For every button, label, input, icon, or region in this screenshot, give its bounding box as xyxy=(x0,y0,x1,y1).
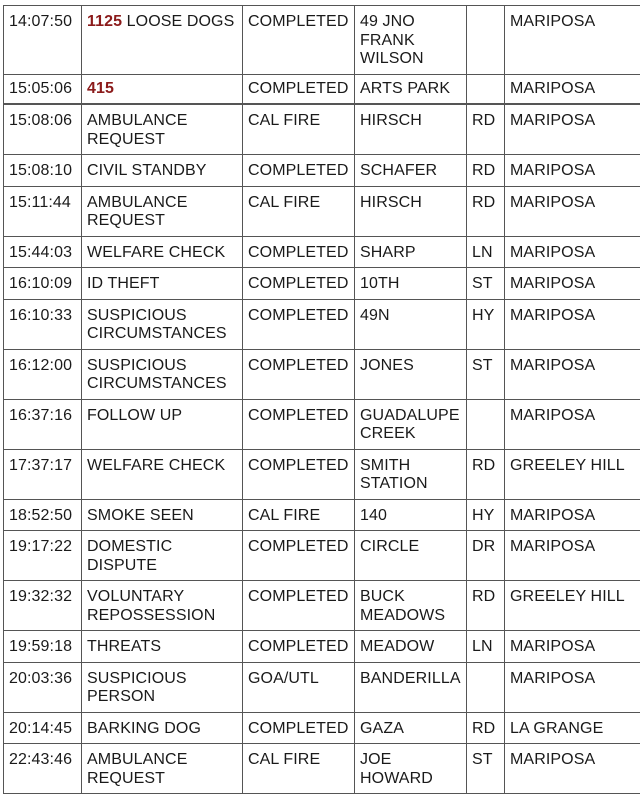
call-street-suffix-cell xyxy=(467,268,505,300)
call-city-text: MARIPOSA xyxy=(510,357,595,374)
call-city-cell xyxy=(505,74,640,104)
call-street-cell xyxy=(355,631,467,663)
call-city-cell xyxy=(505,104,640,155)
call-street-suffix-text: RD xyxy=(472,588,495,605)
call-street-suffix-text: ST xyxy=(472,751,493,768)
call-status-text: COMPLETED xyxy=(248,407,348,424)
call-status-text: CAL FIRE xyxy=(248,194,320,211)
call-street-cell xyxy=(355,349,467,399)
call-type-text: SMOKE SEEN xyxy=(87,507,194,524)
call-time-cell xyxy=(4,662,82,712)
call-type-cell xyxy=(82,449,243,499)
call-street-suffix-cell xyxy=(467,236,505,268)
call-time-cell xyxy=(4,531,82,581)
call-street-cell xyxy=(355,531,467,581)
table-row xyxy=(4,299,640,349)
call-time-text: 15:11:44 xyxy=(9,194,71,211)
call-type-text: SUSPICIOUS CIRCUMSTANCES xyxy=(87,357,227,393)
call-type-cell xyxy=(82,581,243,631)
call-street-suffix-cell xyxy=(467,712,505,744)
call-city-text: MARIPOSA xyxy=(510,13,595,30)
call-street-cell xyxy=(355,299,467,349)
call-city-cell xyxy=(505,186,640,236)
call-street-text: ARTS PARK xyxy=(360,80,450,97)
table-row xyxy=(4,531,640,581)
call-time-text: 19:17:22 xyxy=(9,538,72,555)
call-time-cell xyxy=(4,631,82,663)
call-time-cell xyxy=(4,581,82,631)
call-city-cell xyxy=(505,499,640,531)
call-status-cell xyxy=(243,744,355,794)
call-street-text: BUCK MEADOWS xyxy=(360,588,445,624)
call-type-text: WELFARE CHECK xyxy=(87,244,225,261)
call-code: 1125 xyxy=(87,13,122,30)
call-time-text: 15:44:03 xyxy=(9,244,72,261)
call-status-text: COMPLETED xyxy=(248,275,348,292)
call-status-cell xyxy=(243,186,355,236)
call-street-text: BANDERILLA xyxy=(360,670,461,687)
table-row xyxy=(4,744,640,794)
call-status-cell xyxy=(243,631,355,663)
call-street-text: 49N xyxy=(360,307,390,324)
call-time-cell xyxy=(4,155,82,187)
table-row xyxy=(4,349,640,399)
call-street-cell xyxy=(355,581,467,631)
call-street-suffix-text: ST xyxy=(472,357,493,374)
call-time-text: 16:12:00 xyxy=(9,357,72,374)
call-type-cell xyxy=(82,531,243,581)
call-code: 415 xyxy=(87,80,114,97)
call-type-text: AMBULANCE REQUEST xyxy=(87,112,187,148)
call-street-suffix-cell xyxy=(467,399,505,449)
call-time-text: 22:43:46 xyxy=(9,751,72,768)
call-street-suffix-cell xyxy=(467,299,505,349)
call-type-cell xyxy=(82,399,243,449)
call-time-cell xyxy=(4,449,82,499)
call-street-text: HIRSCH xyxy=(360,194,422,211)
call-street-cell xyxy=(355,499,467,531)
call-street-suffix-cell xyxy=(467,349,505,399)
call-status-text: GOA/UTL xyxy=(248,670,319,687)
call-type-cell xyxy=(82,74,243,104)
call-street-suffix-cell xyxy=(467,449,505,499)
call-type-text: WELFARE CHECK xyxy=(87,457,225,474)
call-type-cell xyxy=(82,349,243,399)
call-status-text: COMPLETED xyxy=(248,588,348,605)
table-row xyxy=(4,449,640,499)
table-row xyxy=(4,399,640,449)
call-street-suffix-cell xyxy=(467,499,505,531)
call-time-text: 15:08:06 xyxy=(9,112,72,129)
call-city-text: MARIPOSA xyxy=(510,751,595,768)
call-street-text: GAZA xyxy=(360,720,404,737)
call-type-text: SUSPICIOUS PERSON xyxy=(87,670,187,706)
call-city-text: MARIPOSA xyxy=(510,112,595,129)
call-status-text: COMPLETED xyxy=(248,720,348,737)
call-time-cell xyxy=(4,299,82,349)
call-status-cell xyxy=(243,662,355,712)
call-type-text: BARKING DOG xyxy=(87,720,201,737)
call-street-cell xyxy=(355,186,467,236)
call-status-text: COMPLETED xyxy=(248,162,348,179)
call-street-suffix-text: RD xyxy=(472,457,495,474)
call-status-cell xyxy=(243,236,355,268)
call-status-cell xyxy=(243,399,355,449)
call-street-suffix-text: RD xyxy=(472,194,495,211)
call-city-cell xyxy=(505,268,640,300)
table-row xyxy=(4,631,640,663)
call-street-cell xyxy=(355,399,467,449)
call-street-suffix-text: LN xyxy=(472,244,493,261)
call-street-suffix-cell xyxy=(467,631,505,663)
call-status-cell xyxy=(243,499,355,531)
table-row xyxy=(4,581,640,631)
call-status-cell xyxy=(243,581,355,631)
call-street-cell xyxy=(355,744,467,794)
call-time-text: 20:03:36 xyxy=(9,670,72,687)
call-street-cell xyxy=(355,6,467,75)
call-street-suffix-cell xyxy=(467,531,505,581)
call-type-cell xyxy=(82,499,243,531)
call-street-text: GUADALUPE CREEK xyxy=(360,407,460,443)
call-status-cell xyxy=(243,299,355,349)
call-time-text: 16:10:09 xyxy=(9,275,72,292)
call-street-suffix-cell xyxy=(467,6,505,75)
call-type-text: ID THEFT xyxy=(87,275,160,292)
call-city-cell xyxy=(505,712,640,744)
call-status-text: COMPLETED xyxy=(248,638,348,655)
call-type-cell xyxy=(82,6,243,75)
call-time-cell xyxy=(4,6,82,75)
call-street-suffix-cell xyxy=(467,186,505,236)
call-street-text: JONES xyxy=(360,357,414,374)
call-time-cell xyxy=(4,104,82,155)
call-type-cell xyxy=(82,186,243,236)
call-status-text: CAL FIRE xyxy=(248,751,320,768)
call-city-text: MARIPOSA xyxy=(510,80,595,97)
call-city-cell xyxy=(505,449,640,499)
call-street-text: 49 JNO FRANK WILSON xyxy=(360,13,424,67)
table-row xyxy=(4,712,640,744)
call-status-text: CAL FIRE xyxy=(248,507,320,524)
call-city-cell xyxy=(505,744,640,794)
call-street-suffix-text: ST xyxy=(472,275,493,292)
call-city-text: MARIPOSA xyxy=(510,670,595,687)
call-street-cell xyxy=(355,268,467,300)
call-time-cell xyxy=(4,236,82,268)
call-type-cell xyxy=(82,299,243,349)
call-street-suffix-cell xyxy=(467,662,505,712)
table-row xyxy=(4,268,640,300)
call-street-suffix-text: LN xyxy=(472,638,493,655)
call-time-text: 16:37:16 xyxy=(9,407,72,424)
call-city-cell xyxy=(505,531,640,581)
table-row xyxy=(4,155,640,187)
call-city-cell xyxy=(505,236,640,268)
call-city-text: MARIPOSA xyxy=(510,538,595,555)
call-type-cell xyxy=(82,236,243,268)
call-city-text: MARIPOSA xyxy=(510,407,595,424)
call-status-cell xyxy=(243,155,355,187)
call-type-cell xyxy=(82,712,243,744)
call-status-cell xyxy=(243,712,355,744)
call-street-cell xyxy=(355,662,467,712)
call-city-text: LA GRANGE xyxy=(510,720,603,737)
call-street-text: JOE HOWARD xyxy=(360,751,433,787)
call-street-text: 10TH xyxy=(360,275,400,292)
call-time-text: 17:37:17 xyxy=(9,457,72,474)
call-time-cell xyxy=(4,744,82,794)
call-street-cell xyxy=(355,104,467,155)
call-street-suffix-text: DR xyxy=(472,538,495,555)
call-city-cell xyxy=(505,662,640,712)
call-street-suffix-cell xyxy=(467,581,505,631)
call-time-text: 18:52:50 xyxy=(9,507,72,524)
call-city-cell xyxy=(505,581,640,631)
call-time-text: 14:07:50 xyxy=(9,13,72,30)
call-time-text: 19:32:32 xyxy=(9,588,72,605)
call-time-text: 15:05:06 xyxy=(9,80,72,97)
call-street-text: SCHAFER xyxy=(360,162,437,179)
call-street-suffix-text: RD xyxy=(472,720,495,737)
call-time-cell xyxy=(4,712,82,744)
table-row xyxy=(4,74,640,104)
call-type-text: FOLLOW UP xyxy=(87,407,182,424)
call-city-text: MARIPOSA xyxy=(510,507,595,524)
call-status-text: COMPLETED xyxy=(248,357,348,374)
call-type-text: AMBULANCE REQUEST xyxy=(87,751,187,787)
call-type-text: CIVIL STANDBY xyxy=(87,162,207,179)
call-type-text: DOMESTIC DISPUTE xyxy=(87,538,172,574)
call-street-cell xyxy=(355,449,467,499)
call-city-cell xyxy=(505,349,640,399)
call-status-cell xyxy=(243,349,355,399)
call-street-text: SMITH STATION xyxy=(360,457,428,493)
table-row xyxy=(4,662,640,712)
call-street-suffix-text: RD xyxy=(472,162,495,179)
table-row xyxy=(4,499,640,531)
table-row xyxy=(4,104,640,155)
call-city-text: MARIPOSA xyxy=(510,244,595,261)
call-status-text: COMPLETED xyxy=(248,13,348,30)
call-city-text: MARIPOSA xyxy=(510,275,595,292)
call-time-text: 16:10:33 xyxy=(9,307,72,324)
call-street-suffix-cell xyxy=(467,744,505,794)
call-street-suffix-text: HY xyxy=(472,507,494,524)
call-street-text: HIRSCH xyxy=(360,112,422,129)
call-status-text: COMPLETED xyxy=(248,244,348,261)
call-time-cell xyxy=(4,74,82,104)
call-street-cell xyxy=(355,712,467,744)
table-row xyxy=(4,236,640,268)
call-city-text: MARIPOSA xyxy=(510,638,595,655)
incident-log-table xyxy=(3,5,640,794)
call-street-suffix-cell xyxy=(467,74,505,104)
call-type-cell xyxy=(82,662,243,712)
call-street-cell xyxy=(355,236,467,268)
call-type-text: SUSPICIOUS CIRCUMSTANCES xyxy=(87,307,227,343)
call-street-cell xyxy=(355,155,467,187)
call-type-cell xyxy=(82,744,243,794)
call-street-text: CIRCLE xyxy=(360,538,419,555)
call-status-cell xyxy=(243,74,355,104)
call-type-text: AMBULANCE REQUEST xyxy=(87,194,187,230)
call-type-text: THREATS xyxy=(87,638,161,655)
call-status-text: COMPLETED xyxy=(248,80,348,97)
call-status-text: COMPLETED xyxy=(248,307,348,324)
call-time-cell xyxy=(4,399,82,449)
call-city-cell xyxy=(505,6,640,75)
call-time-cell xyxy=(4,186,82,236)
call-street-text: 140 xyxy=(360,507,387,524)
call-type-text: LOOSE DOGS xyxy=(127,13,235,30)
call-status-cell xyxy=(243,6,355,75)
call-status-cell xyxy=(243,449,355,499)
table-row xyxy=(4,186,640,236)
call-city-text: MARIPOSA xyxy=(510,194,595,211)
call-city-text: MARIPOSA xyxy=(510,307,595,324)
call-status-cell xyxy=(243,268,355,300)
call-street-suffix-cell xyxy=(467,104,505,155)
call-street-suffix-text: HY xyxy=(472,307,494,324)
call-city-text: MARIPOSA xyxy=(510,162,595,179)
call-street-suffix-text: RD xyxy=(472,112,495,129)
call-city-cell xyxy=(505,299,640,349)
call-street-text: MEADOW xyxy=(360,638,434,655)
call-status-text: CAL FIRE xyxy=(248,112,320,129)
call-time-text: 15:08:10 xyxy=(9,162,72,179)
call-type-cell xyxy=(82,268,243,300)
call-type-cell xyxy=(82,155,243,187)
call-city-cell xyxy=(505,399,640,449)
call-city-cell xyxy=(505,631,640,663)
call-street-cell xyxy=(355,74,467,104)
call-type-text: VOLUNTARY REPOSSESSION xyxy=(87,588,215,624)
call-time-cell xyxy=(4,499,82,531)
call-type-cell xyxy=(82,104,243,155)
table-row xyxy=(4,6,640,75)
call-status-text: COMPLETED xyxy=(248,538,348,555)
call-city-text: GREELEY HILL xyxy=(510,588,625,605)
call-time-text: 19:59:18 xyxy=(9,638,72,655)
call-status-text: COMPLETED xyxy=(248,457,348,474)
call-time-text: 20:14:45 xyxy=(9,720,72,737)
call-time-cell xyxy=(4,349,82,399)
call-street-suffix-cell xyxy=(467,155,505,187)
call-status-cell xyxy=(243,531,355,581)
call-time-cell xyxy=(4,268,82,300)
call-street-text: SHARP xyxy=(360,244,416,261)
call-city-text: GREELEY HILL xyxy=(510,457,625,474)
call-type-cell xyxy=(82,631,243,663)
call-status-cell xyxy=(243,104,355,155)
call-city-cell xyxy=(505,155,640,187)
incident-log-body xyxy=(4,6,640,794)
